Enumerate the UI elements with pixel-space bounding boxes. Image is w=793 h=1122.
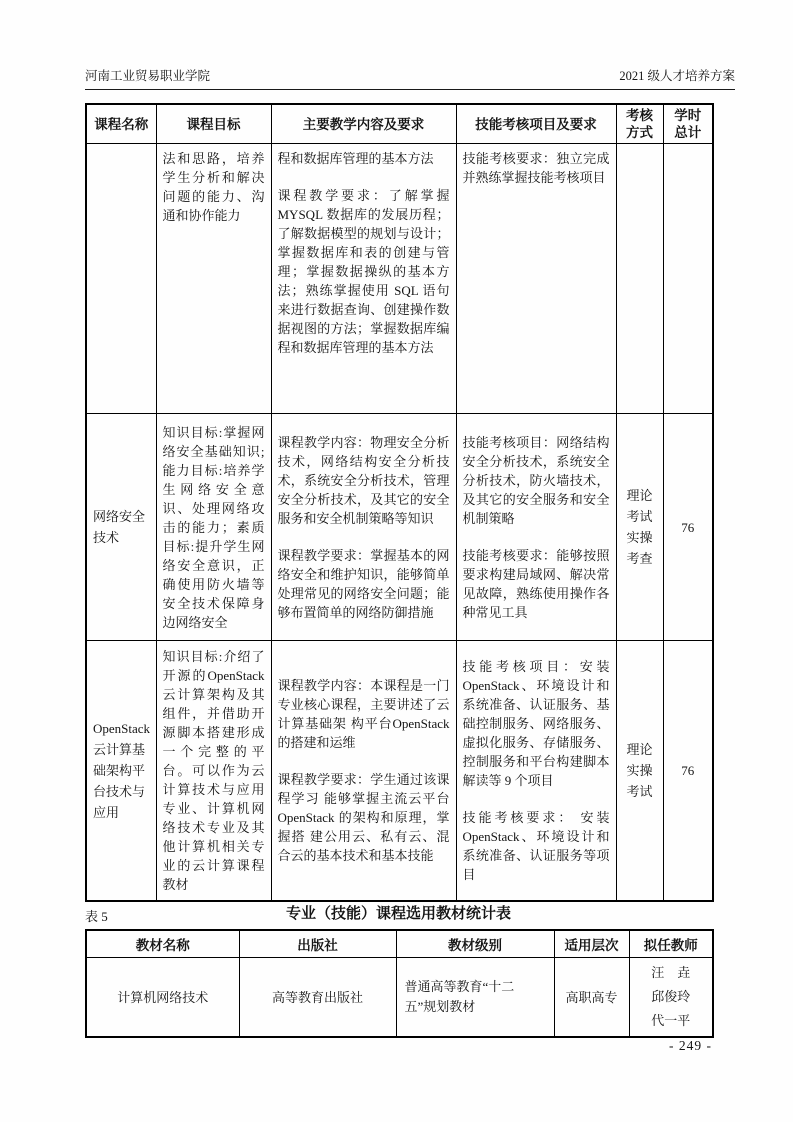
teaching-content-header: 主要教学内容及要求 — [271, 104, 456, 144]
assessment-method-header: 考核 方式 — [616, 104, 663, 144]
proposed-teacher-header: 拟任教师 — [629, 930, 713, 957]
course-name-cell — [86, 144, 156, 414]
applicable-layer-header: 适用层次 — [554, 930, 629, 957]
skill-assessment-cell: 技能考核要求：独立完成并熟练掌握技能考核项目 — [456, 144, 616, 414]
skill-assessment-header: 技能考核项目及要求 — [456, 104, 616, 144]
total-hours-cell: 76 — [663, 641, 713, 901]
course-row-continuation — [86, 144, 713, 414]
course-name-header: 课程名称 — [86, 104, 156, 144]
page-number: - 249 - — [669, 1038, 712, 1053]
course-table — [85, 103, 714, 902]
publisher-header: 出版社 — [239, 930, 396, 957]
proposed-teacher-cell: 汪 垚 邱俊玲 代一平 — [629, 957, 713, 1037]
course-row-openstack — [86, 641, 713, 901]
course-goal-cell: 知识目标:掌握网络安全基础知识;能力目标:培养学生网络安全意识、处理网络攻击的能力；素质目标:提升学生网络安全意识，正确使用防火墙等安全技术保障身边网络安全 — [156, 414, 271, 641]
textbook-level-cell: 普通高等教育“十二五”规划教材 — [396, 957, 554, 1037]
textbook-name-cell: 计算机网络技术 — [86, 957, 239, 1037]
total-hours-header: 学时 总计 — [663, 104, 713, 144]
teaching-content-cell: 课程教学内容：物理安全分析技术，网络结构安全分析技术，系统安全分析技术，管理安全分析技术，及其它的安全服务和安全机制策略等知识 课程教学要求：掌握基本的网络安全和维护知识，能够简单处理常见的网络安全问题；能够布置简单的网络防御措施 — [271, 414, 456, 641]
table5-title: 专业（技能）课程选用教材统计表 — [285, 906, 511, 922]
publisher-cell: 高等教育出版社 — [239, 957, 396, 1037]
assessment-method-cell — [616, 144, 663, 414]
teaching-content-cell: 程和数据库管理的基本方法 课程教学要求：了解掌握MYSQL 数据库的发展历程；了解数据模型的规划与设计；掌握数据库和表的创建与管理；掌握数据操纵的基本方法；熟练掌握使用 SQL 语句来进行数据查询、创建操作数据视图的方法；掌握数据库编程和数据库管理的基本方法 — [271, 144, 456, 414]
header-plan-title: 2021 级人才培养方案 — [619, 69, 735, 83]
total-hours-cell — [663, 144, 713, 414]
course-table-header-row — [86, 104, 713, 144]
textbook-table-header-row — [86, 930, 713, 957]
applicable-layer-cell: 高职高专 — [554, 957, 629, 1037]
page-header — [85, 66, 735, 90]
skill-assessment-cell: 技能考核项目：安装OpenStack、环境设计和系统准备、认证服务、基础控制服务、网络服务、虚拟化服务、存储服务、控制服务和平台构建脚本解读等 9 个项目 技能考核要求： 安装OpenStack、环境设计和系统准备、认证服务等项目 — [456, 641, 616, 901]
course-row-network-security — [86, 414, 713, 641]
table5-label: 表 5 — [85, 909, 108, 924]
textbook-level-header: 教材级别 — [396, 930, 554, 957]
skill-assessment-cell: 技能考核项目：网络结构安全分析技术，系统安全分析技术，防火墙技术，及其它的安全服务和安全机制策略 技能考核要求：能够按照要求构建局域网、解决常见故障，熟练使用操作各种常见工具 — [456, 414, 616, 641]
textbook-row — [86, 957, 713, 1037]
course-name-cell: 网络安全技术 — [86, 414, 156, 641]
course-goal-cell: 知识目标:介绍了开源的OpenStack 云计算架构及其组件，并借助开源脚本搭建形成一个完整的平台。可以作为云计算技术与应用专业、计算机网络技术专业及其他计算机相关专业的云计算课程教材 — [156, 641, 271, 901]
assessment-method-cell: 理论 考试 实操 考查 — [616, 414, 663, 641]
total-hours-cell: 76 — [663, 414, 713, 641]
course-name-cell: OpenStack 云计算基础架构平台技术与应用 — [86, 641, 156, 901]
teaching-content-cell: 课程教学内容：本课程是一门专业核心课程，主要讲述了云计算基础架 构平台OpenStack 的搭建和运维 课程教学要求：学生通过该课程学习 能够掌握主流云平台 OpenStack 的架构和原理，掌握搭 建公用云、私有云、混合云的基本技术和基本技能 — [271, 641, 456, 901]
course-goal-header: 课程目标 — [156, 104, 271, 144]
textbook-table — [85, 929, 714, 1038]
assessment-method-cell: 理论 实操 考试 — [616, 641, 663, 901]
course-goal-cell: 法和思路，培养学生分析和解决问题的能力、沟通和协作能力 — [156, 144, 271, 414]
header-school-name: 河南工业贸易职业学院 — [85, 69, 211, 83]
table5-caption-row — [85, 902, 712, 926]
textbook-name-header: 教材名称 — [86, 930, 239, 957]
